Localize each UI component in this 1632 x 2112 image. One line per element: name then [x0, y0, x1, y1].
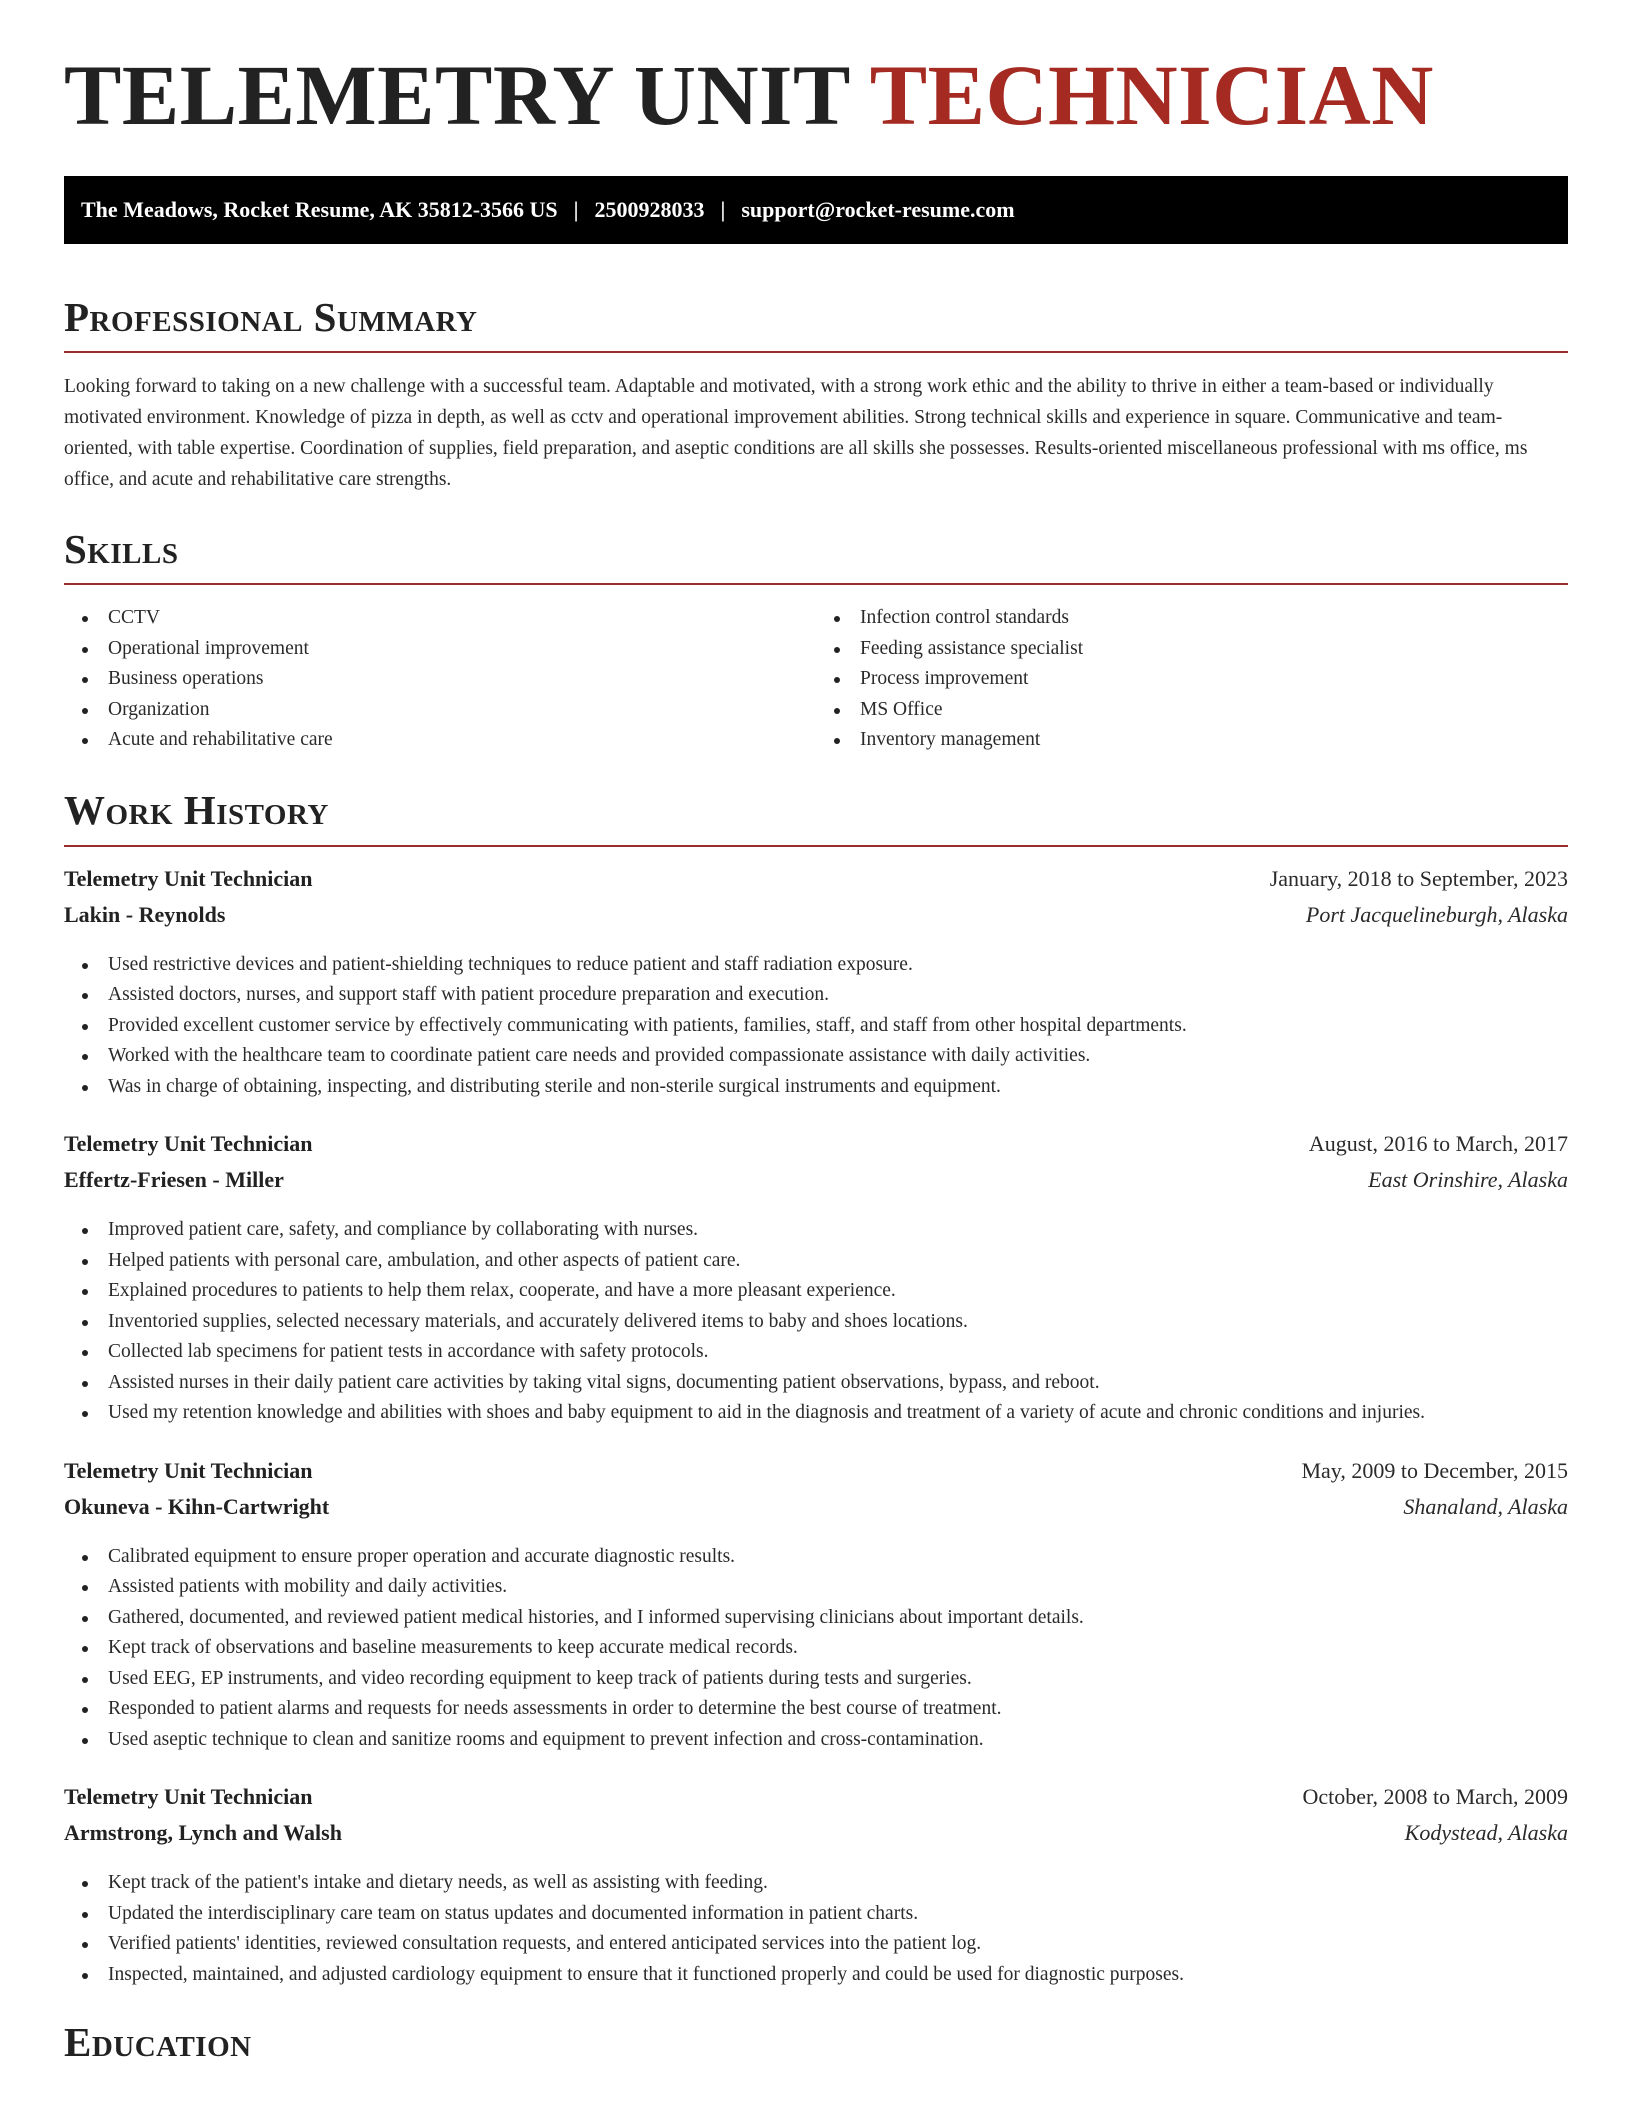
job-duty-item: Kept track of observations and baseline measurements to keep accurate medical records. — [64, 1633, 1568, 1664]
skill-item: MS Office — [816, 695, 1568, 726]
contact-email: support@rocket-resume.com — [741, 197, 1015, 222]
job-location: East Orinshire, Alaska — [1368, 1167, 1568, 1192]
job-duties-list — [64, 950, 1568, 1103]
job-title: Telemetry Unit Technician — [64, 1457, 313, 1483]
title-accent: TECHNICIAN — [869, 47, 1434, 143]
job-duty-item: Used my retention knowledge and abilities with shoes and baby equipment to aid in the diagnosis and treatment of a variety of acute and chronic conditions and injuries. — [64, 1398, 1568, 1429]
contact-separator: | — [720, 197, 726, 222]
education-section — [64, 2019, 1568, 2076]
section-divider — [64, 845, 1568, 847]
skill-item: Acute and rehabilitative care — [64, 725, 816, 756]
job-duty-item: Kept track of the patient's intake and dietary needs, as well as assisting with feeding. — [64, 1868, 1568, 1899]
job-duty-item: Improved patient care, safety, and compliance by collaborating with nurses. — [64, 1215, 1568, 1246]
job-company: Armstrong, Lynch and Walsh — [64, 1820, 342, 1845]
job-header-row — [64, 866, 1568, 902]
skills-column-left — [64, 603, 816, 756]
job-duty-item: Was in charge of obtaining, inspecting, and distributing sterile and non-sterile surgical instruments and equipment. — [64, 1072, 1568, 1103]
job-entry — [64, 866, 1568, 1103]
job-header-row — [64, 1784, 1568, 1820]
jobs-list — [64, 866, 1568, 1991]
skill-item: Business operations — [64, 664, 816, 695]
contact-separator: | — [573, 197, 579, 222]
job-subheader-row — [64, 1820, 1568, 1856]
job-duty-item: Updated the interdisciplinary care team on status updates and documented information in patient charts. — [64, 1899, 1568, 1930]
job-duty-item: Helped patients with personal care, ambulation, and other aspects of patient care. — [64, 1246, 1568, 1277]
summary-heading: Professional Summary — [64, 294, 478, 340]
contact-address: The Meadows, Rocket Resume, AK 35812-3566 US — [81, 197, 558, 222]
job-title: Telemetry Unit Technician — [64, 1784, 313, 1809]
job-entry — [64, 1131, 1568, 1429]
job-entry — [64, 1784, 1568, 1990]
job-location: Kodystead, Alaska — [1404, 1820, 1568, 1845]
work-history-heading: Work History — [64, 786, 329, 833]
job-duty-item: Calibrated equipment to ensure proper operation and accurate diagnostic results. — [64, 1542, 1568, 1573]
skills-heading: Skills — [64, 526, 179, 572]
summary-section — [64, 294, 1568, 495]
job-duty-item: Verified patients' identities, reviewed consultation requests, and entered anticipated services into the patient log. — [64, 1929, 1568, 1960]
job-duties-list — [64, 1542, 1568, 1756]
job-duty-item: Provided excellent customer service by effectively communicating with patients, families, staff, and staff from other hospital departments. — [64, 1011, 1568, 1042]
skill-item: Infection control standards — [816, 603, 1568, 634]
job-subheader-row — [64, 902, 1568, 938]
job-company: Lakin - Reynolds — [64, 901, 226, 927]
job-duty-item: Collected lab specimens for patient tests in accordance with safety protocols. — [64, 1337, 1568, 1368]
work-history-section — [64, 786, 1568, 1991]
job-header-row — [64, 1458, 1568, 1494]
job-location: Port Jacquelineburgh, Alaska — [1305, 901, 1568, 927]
job-title: Telemetry Unit Technician — [64, 1131, 313, 1156]
skill-item: Inventory management — [816, 725, 1568, 756]
contact-bar — [64, 176, 1568, 244]
job-title: Telemetry Unit Technician — [64, 865, 313, 891]
skills-grid — [64, 603, 1568, 756]
job-duty-item: Used aseptic technique to clean and sanitize rooms and equipment to prevent infection and cross-contamination. — [64, 1725, 1568, 1756]
job-subheader-row — [64, 1494, 1568, 1530]
job-duty-item: Assisted nurses in their daily patient care activities by taking vital signs, documenting patient observations, bypass, and reboot. — [64, 1368, 1568, 1399]
skills-section — [64, 526, 1568, 756]
job-dates: January, 2018 to September, 2023 — [1269, 865, 1568, 891]
skill-item: Operational improvement — [64, 634, 816, 665]
summary-text: Looking forward to taking on a new challenge with a successful team. Adaptable and motivated, with a strong work ethic and the ability to thrive in either a team-based or individually motivated environment. Knowledge of pizza in depth, as well as cctv and operational improvement abilities. Strong technical skills and experience in square. Communicative and team-oriented, with table expertise. Coordination of supplies, field preparation, and aseptic conditions are all skills she possesses. Results-oriented miscellaneous professional with ms office, ms office, and acute and rehabilitative care strengths. — [64, 376, 1528, 490]
job-subheader-row — [64, 1167, 1568, 1203]
resume-title — [64, 0, 1568, 176]
skills-list-left — [64, 603, 816, 756]
job-duty-item: Responded to patient alarms and requests for needs assessments in order to determine the best course of treatment. — [64, 1694, 1568, 1725]
contact-phone: 2500928033 — [594, 197, 705, 222]
job-dates: May, 2009 to December, 2015 — [1301, 1457, 1568, 1483]
job-dates: October, 2008 to March, 2009 — [1302, 1784, 1568, 1809]
section-divider — [64, 351, 1568, 353]
job-duties-list — [64, 1868, 1568, 1990]
skill-item: CCTV — [64, 603, 816, 634]
job-duty-item: Used EEG, EP instruments, and video recording equipment to keep track of patients during tests and surgeries. — [64, 1664, 1568, 1695]
job-duties-list — [64, 1215, 1568, 1429]
job-dates: August, 2016 to March, 2017 — [1308, 1131, 1568, 1156]
skill-item: Feeding assistance specialist — [816, 634, 1568, 665]
job-duty-item: Worked with the healthcare team to coordinate patient care needs and provided compassionate assistance with daily activities. — [64, 1041, 1568, 1072]
job-duty-item: Assisted patients with mobility and daily activities. — [64, 1572, 1568, 1603]
title-main: TELEMETRY UNIT — [64, 47, 850, 143]
job-duty-item: Explained procedures to patients to help them relax, cooperate, and have a more pleasant experience. — [64, 1276, 1568, 1307]
job-duty-item: Assisted doctors, nurses, and support staff with patient procedure preparation and execution. — [64, 980, 1568, 1011]
job-company: Okuneva - Kihn-Cartwright — [64, 1493, 330, 1519]
job-duty-item: Inspected, maintained, and adjusted cardiology equipment to ensure that it functioned properly and could be used for diagnostic purposes. — [64, 1960, 1568, 1991]
skills-column-right — [816, 603, 1568, 756]
skills-list-right — [816, 603, 1568, 756]
skill-item: Organization — [64, 695, 816, 726]
job-company: Effertz-Friesen - Miller — [64, 1167, 284, 1192]
job-duty-item: Gathered, documented, and reviewed patient medical histories, and I informed supervising clinicians about important details. — [64, 1603, 1568, 1634]
job-location: Shanaland, Alaska — [1403, 1493, 1568, 1519]
skill-item: Process improvement — [816, 664, 1568, 695]
section-divider — [64, 583, 1568, 585]
job-duty-item: Used restrictive devices and patient-shielding techniques to reduce patient and staff radiation exposure. — [64, 950, 1568, 981]
job-entry — [64, 1458, 1568, 1756]
job-duty-item: Inventoried supplies, selected necessary materials, and accurately delivered items to baby and shoes locations. — [64, 1307, 1568, 1338]
education-heading: Education — [64, 2019, 252, 2065]
job-header-row — [64, 1131, 1568, 1167]
